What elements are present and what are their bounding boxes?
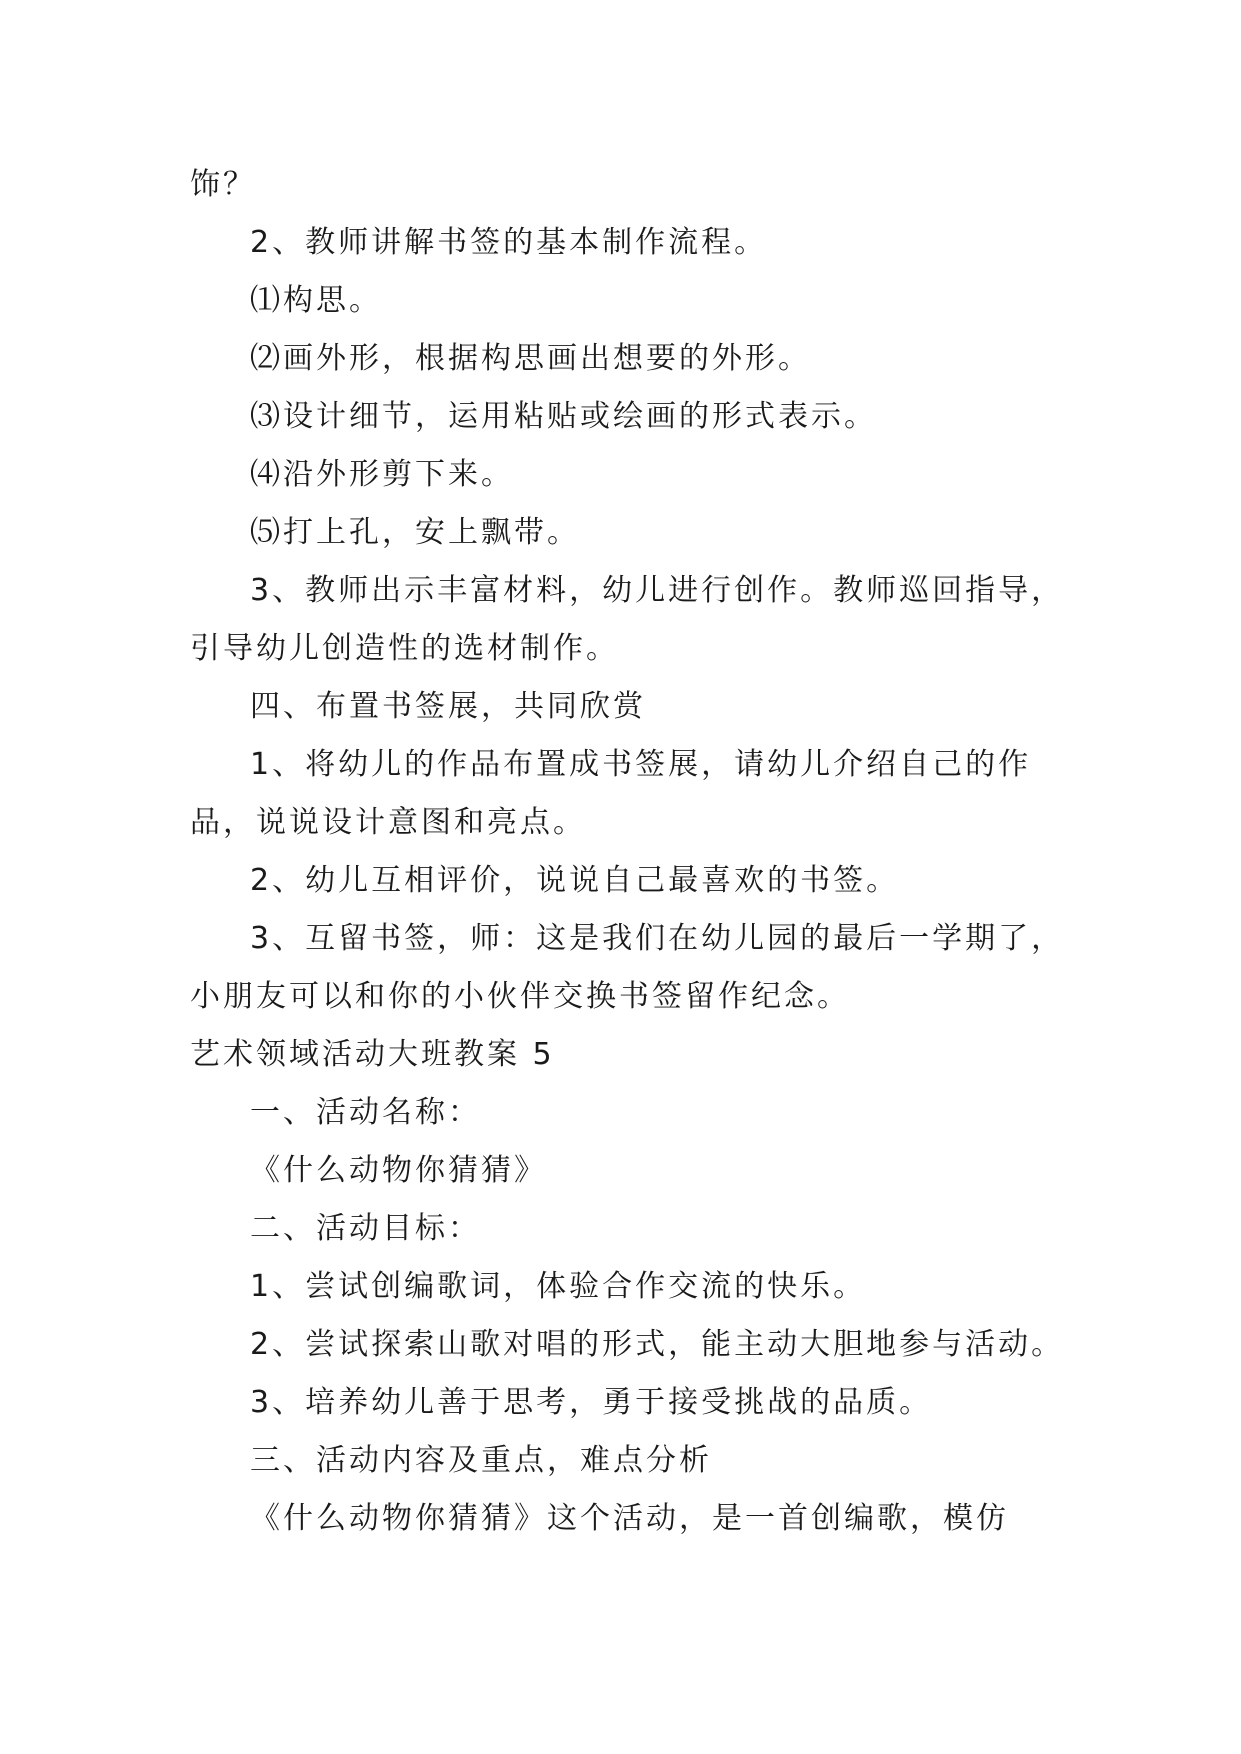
text-line: ⑵画外形，根据构思画出想要的外形。: [250, 341, 811, 376]
text-line: 小朋友可以和你的小伙伴交换书签留作纪念。: [190, 979, 850, 1014]
section-heading: 一、活动名称：: [250, 1095, 481, 1130]
text-line: 《什么动物你猜猜》: [250, 1153, 547, 1188]
text-line: 饰？: [190, 167, 256, 202]
text-line: ⑶设计细节，运用粘贴或绘画的形式表示。: [250, 399, 877, 434]
text-line: 品，说说设计意图和亮点。: [190, 805, 586, 840]
text-line: 3、互留书签，师：这是我们在幼儿园的最后一学期了，: [250, 921, 1065, 956]
text-line: 引导幼儿创造性的选材制作。: [190, 631, 619, 666]
document-title: 艺术领域活动大班教案 5: [190, 1037, 555, 1072]
text-line: 3、教师出示丰富材料，幼儿进行创作。教师巡回指导，: [250, 573, 1065, 608]
text-line: ⑴构思。: [250, 283, 382, 318]
section-heading: 四、布置书签展，共同欣赏: [250, 689, 646, 724]
text-line: 2、尝试探索山歌对唱的形式，能主动大胆地参与活动。: [250, 1327, 1065, 1362]
section-heading: 二、活动目标：: [250, 1211, 481, 1246]
text-line: 3、培养幼儿善于思考，勇于接受挑战的品质。: [250, 1385, 933, 1420]
text-line: 1、尝试创编歌词，体验合作交流的快乐。: [250, 1269, 867, 1304]
text-line: 《什么动物你猜猜》这个活动，是一首创编歌，模仿: [250, 1501, 1009, 1536]
text-line: 2、教师讲解书签的基本制作流程。: [250, 225, 768, 260]
section-heading: 三、活动内容及重点，难点分析: [250, 1443, 712, 1478]
text-line: ⑸打上孔，安上飘带。: [250, 515, 580, 550]
text-line: 1、将幼儿的作品布置成书签展，请幼儿介绍自己的作: [250, 747, 1032, 782]
text-line: ⑷沿外形剪下来。: [250, 457, 514, 492]
text-line: 2、幼儿互相评价，说说自己最喜欢的书签。: [250, 863, 900, 898]
